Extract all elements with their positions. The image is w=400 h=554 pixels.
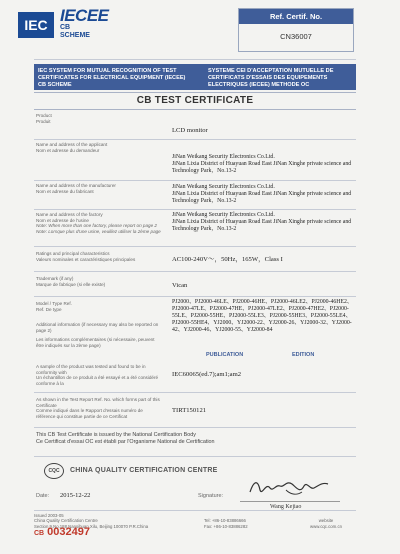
signature-name: Wang Kejiao — [270, 504, 302, 510]
additional-label-fr: Les informations complémentaires (si nécessaire, peuvent être indiqués sur la 2ème page) — [36, 337, 155, 348]
manufacturer-address: JiNan Lixia District of Huayuan Road East JiNan Xinghe private science and Technology Park，No.13-2 — [172, 191, 352, 204]
signature-scribble — [246, 474, 332, 500]
ratings-label-en: Ratings and principal characteristics — [36, 251, 110, 256]
additional-label — [36, 322, 162, 348]
iec-logo — [18, 12, 54, 38]
divider — [34, 392, 356, 393]
applicant-value — [172, 154, 358, 175]
trademark-label-en: Trademark (if any) — [36, 276, 74, 281]
sample-label — [36, 364, 162, 386]
applicant-address: JiNan Lixia District of Huayuan Road East JiNan Xinghe private science and Technology Park，No.13-2 — [172, 161, 352, 174]
factory-label-en: Name and address of the factory — [36, 212, 103, 217]
iecee-logo-line1: CB — [60, 24, 71, 31]
trademark-label-fr: Marque de fabrique (si elle existe) — [36, 281, 106, 287]
footer-band — [34, 510, 356, 529]
system-band — [34, 64, 356, 90]
footer-tel: Tel: +86-10-83886666 — [204, 518, 246, 524]
product-label — [36, 113, 162, 124]
serial-value: 0032497 — [47, 526, 90, 538]
model-label — [36, 301, 162, 312]
divider — [34, 180, 356, 181]
signature-flourish — [286, 490, 302, 494]
report-label-fr: Comme indiqué dans le Rapport d'essais numéro de référence qui constitue partie de ce Certificat — [36, 408, 143, 419]
signature-line — [240, 501, 340, 502]
applicant-label-en: Name and address of the applicant — [36, 142, 108, 147]
factory-name: JiNan Weikang Security Electronics Co.Ltd. — [172, 212, 275, 218]
trademark-value: Vican — [172, 282, 188, 289]
date-value: 2015-12-22 — [60, 492, 91, 499]
signature-label: Signature: — [198, 493, 224, 499]
report-value: TIRT150121 — [172, 407, 207, 414]
footer-issued: Issued 2003-05 — [34, 513, 64, 518]
date-label: Date: — [36, 493, 50, 499]
divider — [34, 209, 356, 210]
centre-name: CHINA QUALITY CERTIFICATION CENTRE — [70, 467, 218, 474]
divider — [34, 271, 356, 272]
system-band-fr: SYSTEME CEI D'ACCEPTATION MUTUELLE DE CERTIFICATS D'ESSAIS DES EQUIPEMENTS ELECTRIQUES (IECEE) METHODE OC — [208, 68, 334, 88]
factory-label — [36, 212, 162, 234]
signature-stroke — [250, 483, 328, 492]
certificate-title: CB TEST CERTIFICATE — [34, 92, 356, 110]
ratings-label — [36, 251, 162, 262]
header-divider — [34, 59, 356, 60]
statement-fr: Ce Certificat d'essai OC est établi par l'Organisme National de Certification — [36, 438, 215, 445]
publication-label: PUBLICATION — [206, 352, 244, 358]
manufacturer-value — [172, 184, 358, 205]
system-band-en: IEC SYSTEM FOR MUTUAL RECOGNITION OF TEST CERTIFICATES FOR ELECTRICAL EQUIPMENT (IECEE) CB SCHEME — [38, 68, 186, 88]
trademark-label — [36, 276, 162, 287]
cqc-logo-text: CQC — [48, 468, 60, 474]
divider — [34, 296, 356, 297]
divider — [34, 427, 356, 428]
footer-contact — [204, 513, 284, 529]
product-label-fr: Produit — [36, 118, 51, 124]
factory-note: Note: When more than one factory, please report on page 2 — [36, 223, 157, 229]
report-label — [36, 397, 162, 419]
applicant-label-fr: Nom et adresse du demandeur — [36, 147, 100, 153]
product-value: LCD monitor — [172, 127, 208, 134]
footer-website-label: website — [318, 518, 334, 524]
factory-note-fr: Note: Lorsque plus d'une usine, veuillez utiliser la 2ème page — [36, 228, 161, 234]
iecee-logo — [60, 8, 128, 42]
manufacturer-label — [36, 183, 162, 194]
report-label-en: As shown in the Test Report Ref. No. which forms part of this Certificate — [36, 397, 160, 408]
applicant-label — [36, 142, 162, 153]
iec-logo-text: IEC — [24, 17, 48, 33]
manufacturer-label-en: Name and address of the manufacturer — [36, 183, 116, 188]
statement — [36, 432, 336, 445]
ref-certif-box — [238, 8, 354, 52]
factory-address: JiNan Lixia District of Huayuan Road East JiNan Xinghe private science and Technology Park，No.13-2 — [172, 219, 352, 232]
factory-value — [172, 212, 358, 233]
iecee-logo-line2: SCHEME — [60, 32, 90, 39]
manufacturer-name: JiNan Weikang Security Electronics Co.Ltd. — [172, 184, 275, 190]
product-label-en: Product — [36, 113, 52, 118]
ratings-label-fr: Valeurs nominales et caractéristiques principales — [36, 256, 136, 262]
serial-number — [34, 526, 90, 538]
cqc-logo — [44, 463, 64, 479]
divider — [34, 456, 356, 457]
sample-value: IEC60065(ed.7);am1;am2 — [172, 371, 242, 378]
additional-label-en: Additional information (if necessary may also be reported on page 2) — [36, 322, 159, 333]
sample-label-en: A sample of the product was tested and found to be in conformity with — [36, 364, 146, 375]
applicant-name: JiNan Weikang Security Electronics Co.Ltd. — [172, 154, 275, 160]
sample-label-fr: Un échantillon de ce produit a été essayé et a été considéré conforme à la — [36, 375, 159, 386]
footer-org: China Quality Certification Centre — [34, 518, 98, 524]
statement-en: This CB Test Certificate is issued by the National Certification Body — [36, 432, 196, 438]
model-label-fr: Ref. De type — [36, 306, 62, 312]
edition-label: EDITION — [292, 352, 315, 358]
manufacturer-label-fr: Nom et adresse du fabricant — [36, 188, 94, 194]
footer-website-url: www.cqc.com.cn — [310, 523, 342, 529]
serial-prefix: CB — [34, 530, 45, 537]
iecee-logo-big: IECEE — [60, 6, 109, 25]
model-value: PJ2000、PJ2000-46LE、PJ2000-46HE、PJ2000-46LE2、PJ2000-46HE2、PJ2000-47LE、PJ2000-47HE、PJ2000-47LE2、PJ2000-47HE2、PJ2000-55LE、PJ2000-55HE、PJ2000-55LE3、PJ2000-55HE3、PJ2000-55LE4、PJ2000-55HE4、YJ2000、YJ2000-22、YJ2000-26、YJ2000-32、YJ2000-42、YJ2000-46、YJ2000-55、YJ2000-84 — [172, 299, 353, 333]
factory-label-fr: Nom et adresse de l'usine — [36, 217, 89, 223]
model-label-en: Model / Type Ref. — [36, 301, 72, 306]
footer-fax: Fax: +86-10-83886282 — [204, 523, 248, 529]
divider — [34, 246, 356, 247]
ref-certif-value: CN36007 — [280, 32, 312, 41]
divider — [34, 139, 356, 140]
footer-address: Section 9,No.188,Nansihuan Xilu, Beijing 100070 P.R.China — [34, 523, 149, 529]
ref-certif-label: Ref. Certif. No. — [239, 9, 353, 24]
ratings-value: AC100-240V～，50Hz，165W，Class I — [172, 256, 283, 263]
footer-website — [296, 513, 356, 529]
